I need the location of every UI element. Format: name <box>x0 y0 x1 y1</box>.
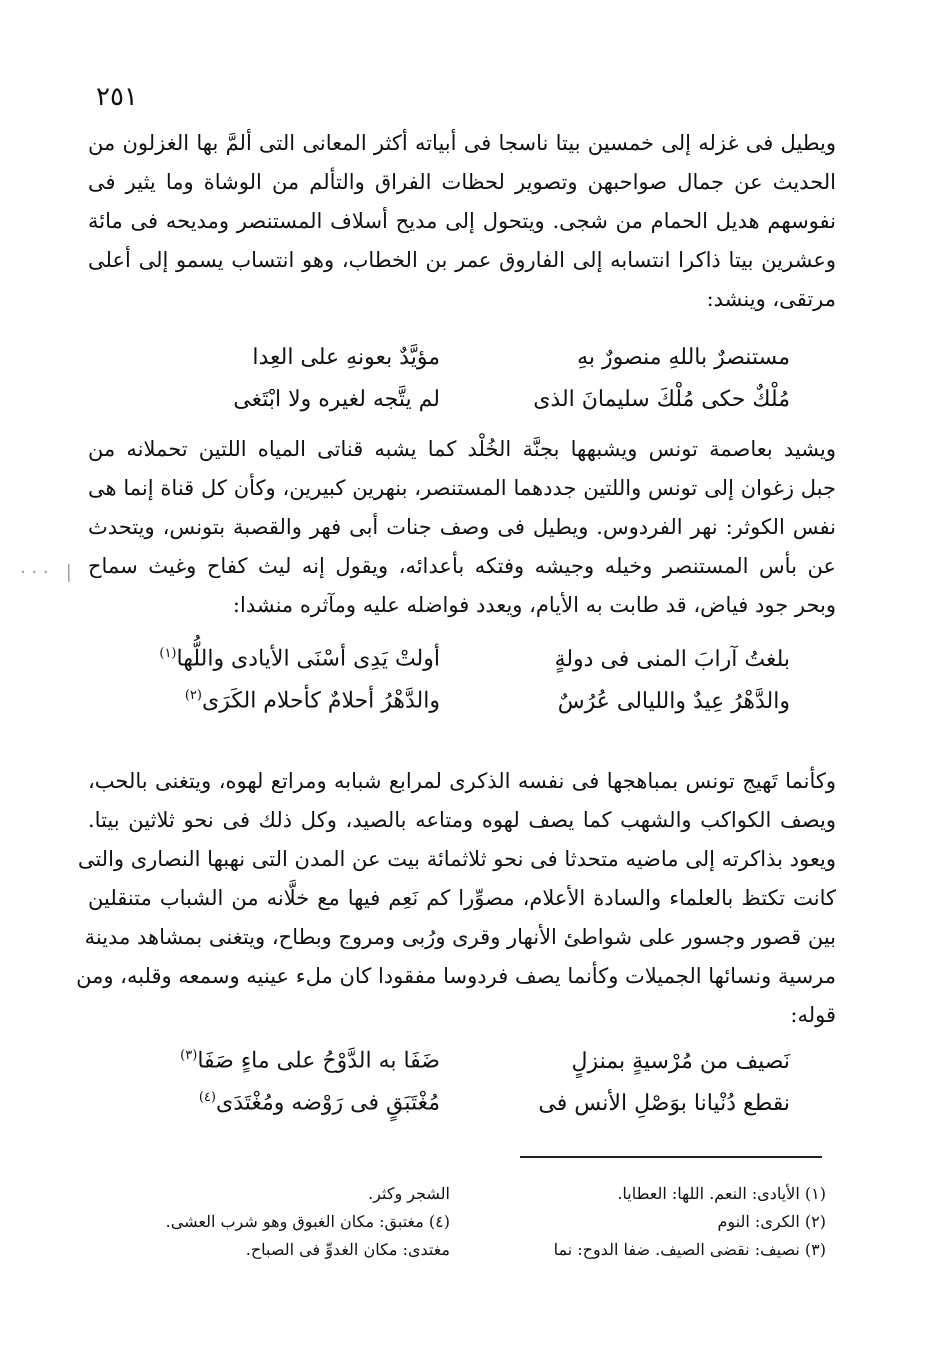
verse-hemistich-first: والدَّهْرُ عِيدٌ والليالى عُرُسٌ <box>557 688 790 714</box>
paragraph-line: ويعود بذاكرته إلى ماضيه متحدثا فى نحو ثلاثمائة بيت عن المدن التى نهبها النصارى والتى <box>77 847 836 871</box>
footnote-marker: (١) <box>159 646 177 662</box>
page-number: ٢٥١ <box>96 82 138 112</box>
paragraph-line: وعشرين بيتا ذاكرا انتسابه إلى الفاروق عمر بن الخطاب، وهو انتساب يسمو إلى أعلى <box>88 248 836 272</box>
footnote-divider <box>520 1156 822 1158</box>
paragraph-line: ويشيد بعاصمة تونس ويشبهها بجنَّة الخُلْد كما يشبه قناتى المياه اللتين تحملانه من <box>88 437 836 461</box>
footnote-marker: (٢) <box>184 688 202 704</box>
paragraph-1 <box>88 124 836 319</box>
verse-row <box>150 1040 790 1082</box>
footnotes-right-column <box>466 1180 826 1264</box>
footnote-line: (٢) الكرى: النوم <box>717 1212 826 1231</box>
paragraph-line: نفس الكوثر: نهر الفردوس. ويطيل فى وصف جنات أبى فهر والقصبة بتونس، ويتحدث <box>88 515 836 539</box>
footnote-marker: (٣) <box>180 1048 198 1064</box>
verse-row <box>150 680 790 722</box>
verse-text: ضَفَا به الدَّوْحُ على ماءٍ صَفَا <box>197 1048 440 1074</box>
paragraph-line: قوله: <box>790 1003 836 1027</box>
verse-block-1 <box>150 336 790 420</box>
verse-hemistich-second <box>150 1048 440 1073</box>
paragraph-line: ويصف الكواكب والشهب كما يصف لهوه ومتاعه بالصيد، وكل ذلك فى نحو ثلاثين بيتا. <box>88 808 836 832</box>
verse-text: والدَّهْرُ أحلامٌ كأحلام الكَرَى <box>201 688 440 714</box>
verse-row <box>150 1082 790 1124</box>
footnotes-left-column <box>90 1180 450 1264</box>
verse-text: مُغْتَبَقٍ فى رَوْضه ومُغْتَدَى <box>215 1090 440 1116</box>
footnote-line: (٤) مغتبق: مكان الغبوق وهو شرب العشى. <box>165 1212 450 1231</box>
verse-hemistich-first: نقطع دُنْيانا بوَصْلِ الأنس فى <box>538 1090 790 1116</box>
paragraph-line: ويطيل فى غزله إلى خمسين بيتا ناسجا فى أبياته أكثر المعانى التى ألمَّ بها الغزلون من <box>88 131 836 155</box>
footnote-marker: (٤) <box>198 1090 216 1106</box>
paragraph-line: نفوسهم هديل الحمام من شجى. ويتحول إلى مديح أسلاف المستنصر ومديحه فى مائة <box>88 209 836 233</box>
paragraph-line: مرتقى، وينشد: <box>706 287 836 311</box>
footnote-line: (١) الأيادى: النعم. اللها: العطايا. <box>617 1184 826 1203</box>
verse-hemistich-first: مُلْكٌ حكى مُلْكَ سليمانَ الذى <box>533 386 790 412</box>
paragraph-line: وبحر جود فياض، قد طابت به الأيام، ويعدد فواضله عليه ومآثره منشدا: <box>232 593 836 617</box>
footnote-line: الشجر وكثر. <box>368 1184 450 1203</box>
paragraph-line: عن بأس المستنصر وخيله وجيشه وفتكه بأعدائه، ويقول إنه ليث كفاح وغيث سماح <box>88 554 836 578</box>
footnote-line: (٣) نصيف: نقضى الصيف. ضفا الدوح: نما <box>553 1240 826 1259</box>
paragraph-line: وكأنما تَهيج تونس بمباهجها فى نفسه الذكرى لمرابع شبابه ومراتع لهوه، ويتغنى بالحب، <box>88 769 836 793</box>
paragraph-line: كانت تكتظ بالعلماء والسادة الأعلام، مصوِّرا كم نَعِم فيها مع خلَّانه من الشباب متنقلين <box>88 886 836 910</box>
verse-block-3 <box>150 1040 790 1124</box>
paragraph-3 <box>76 762 836 1035</box>
paragraph-line: بين قصور وجسور على شواطئ الأنهار وقرى ورُبى ومروج وبطاح، ويتغنى بمشاهد مدينة <box>84 925 836 949</box>
verse-hemistich-first: نَصيف من مُرْسيةٍ بمنزلٍ <box>571 1048 790 1074</box>
verse-hemistich-second <box>150 1090 440 1115</box>
verse-hemistich-second <box>150 688 440 713</box>
verse-hemistich-first: مستنصرٌ باللهِ منصورٌ بهِ <box>577 344 790 370</box>
paragraph-line: مرسية ونسائها الجميلات وكأنما يصف فردوسا مفقودا كان ملء عينيه وسمعه وقلبه، ومن <box>76 964 836 988</box>
verse-hemistich-first: بلغتُ آرابَ المنى فى دولةٍ <box>554 646 790 672</box>
verse-row <box>150 638 790 680</box>
paragraph-line: جبل زغوان إلى تونس واللتين جددهما المستنصر، بنهرين كبيرين، وكأن كل قناة إنما هى <box>88 476 836 500</box>
footnote-line: مغتدى: مكان الغدوِّ فى الصباح. <box>245 1240 450 1259</box>
paragraph-2 <box>88 430 836 625</box>
verse-hemistich-second: مؤيَّدٌ بعونهِ على العِدا <box>252 344 440 370</box>
verse-hemistich-second <box>150 646 440 671</box>
verse-row <box>150 378 790 420</box>
scan-speckle: · · · | <box>20 562 72 583</box>
verse-text: أولتْ يَدِى أسْنَى الأيادى واللُّها <box>176 646 440 672</box>
verse-row <box>150 336 790 378</box>
verse-block-2 <box>150 638 790 722</box>
verse-hemistich-second: لم يتَّجه لغيره ولا ابْتَغى <box>233 386 440 412</box>
paragraph-line: الحديث عن جمال صواحبهن وتصوير لحظات الفراق والتألم من الوشاة وما يثير فى <box>88 170 836 194</box>
